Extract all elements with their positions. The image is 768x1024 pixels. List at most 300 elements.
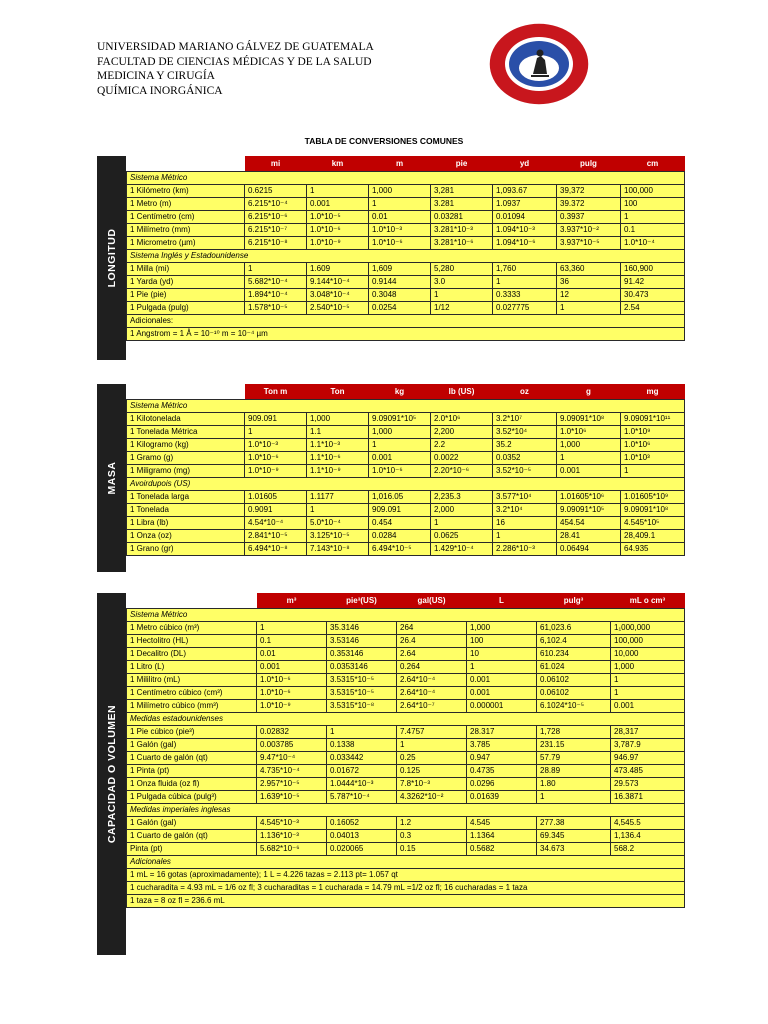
value-cell: 160,900 xyxy=(621,263,685,276)
table-row xyxy=(127,302,685,315)
value-cell: 1,016.05 xyxy=(369,491,431,504)
unit-label-cell: 1 Miligramo (mg) xyxy=(127,465,245,478)
value-cell: 3.2*10⁷ xyxy=(493,413,557,426)
unit-label-cell: 1 Cuarto de galón (qt) xyxy=(127,830,257,843)
value-cell: 1.0*10⁻⁶ xyxy=(245,452,307,465)
value-cell: 6.215*10⁻⁸ xyxy=(245,237,307,250)
value-cell: 3.937*10⁻⁵ xyxy=(557,237,621,250)
value-cell: 0.06102 xyxy=(537,687,611,700)
value-cell: 1 xyxy=(537,791,611,804)
value-cell: 1.01605*10⁹ xyxy=(621,491,685,504)
value-cell: 1,000 xyxy=(307,413,369,426)
value-cell: 1 xyxy=(369,198,431,211)
subsection-row xyxy=(127,713,685,726)
unit-label-cell: 1 Gramo (g) xyxy=(127,452,245,465)
value-cell: 0.9144 xyxy=(369,276,431,289)
value-cell: 12 xyxy=(557,289,621,302)
value-cell: 2,200 xyxy=(431,426,493,439)
value-cell: 946.97 xyxy=(611,752,685,765)
value-cell: 909.091 xyxy=(369,504,431,517)
unit-label-cell: 1 Centímetro (cm) xyxy=(127,211,245,224)
value-cell: 1.0444*10⁻³ xyxy=(327,778,397,791)
value-cell: 3.577*10⁴ xyxy=(493,491,557,504)
subsection-row xyxy=(127,400,685,413)
column-header: Ton xyxy=(307,384,369,400)
table-row xyxy=(127,237,685,250)
unit-label-cell: 1 Yarda (yd) xyxy=(127,276,245,289)
value-cell: 0.3048 xyxy=(369,289,431,302)
value-cell: 1 xyxy=(493,530,557,543)
table-row xyxy=(127,452,685,465)
value-cell: 1.1*10⁻⁹ xyxy=(307,465,369,478)
value-cell: 26.4 xyxy=(397,635,467,648)
value-cell: 1 xyxy=(327,726,397,739)
table-row xyxy=(127,726,685,739)
value-cell: 2.2 xyxy=(431,439,493,452)
value-cell: 6.494*10⁻⁵ xyxy=(369,543,431,556)
note-cell: 1 cucharadita = 4.93 mL = 1/6 oz fl; 3 cucharaditas = 1 cucharada = 14.79 mL =1/2 oz fl; 16 cucharadas = 1 taza xyxy=(127,882,685,895)
value-cell: 61,023.6 xyxy=(537,622,611,635)
value-cell: 1.894*10⁻⁴ xyxy=(245,289,307,302)
column-header: Ton m xyxy=(245,384,307,400)
unit-label-cell: 1 Cuarto de galón (qt) xyxy=(127,752,257,765)
value-cell: 4.54*10⁻⁴ xyxy=(245,517,307,530)
table-row xyxy=(127,491,685,504)
value-cell: 4.735*10⁻⁴ xyxy=(257,765,327,778)
table-row xyxy=(127,765,685,778)
value-cell: 9.09091*10⁵ xyxy=(369,413,431,426)
header-blank-cell xyxy=(127,593,257,609)
table-row xyxy=(127,211,685,224)
value-cell: 6.215*10⁻⁷ xyxy=(245,224,307,237)
table-row xyxy=(127,622,685,635)
value-cell: 2.286*10⁻³ xyxy=(493,543,557,556)
column-header: cm xyxy=(621,156,685,172)
value-cell: 4.545*10⁻³ xyxy=(257,817,327,830)
table-row xyxy=(127,895,685,908)
table-row xyxy=(127,869,685,882)
table-row xyxy=(127,413,685,426)
masa-section xyxy=(97,384,684,572)
value-cell: 1.1 xyxy=(307,426,369,439)
value-cell: 1.136*10⁻³ xyxy=(257,830,327,843)
unit-label-cell: 1 Pie cúbico (pie³) xyxy=(127,726,257,739)
header-line-career: MEDICINA Y CIRUGÍA xyxy=(97,70,215,82)
value-cell: 0.15 xyxy=(397,843,467,856)
value-cell: 2.64*10⁻⁴ xyxy=(397,674,467,687)
value-cell: 0.5682 xyxy=(467,843,537,856)
value-cell: 0.01094 xyxy=(493,211,557,224)
value-cell: 3.2*10⁴ xyxy=(493,504,557,517)
value-cell: 1.0*10⁻⁶ xyxy=(369,237,431,250)
value-cell: 1 xyxy=(621,465,685,478)
subsection-label: Medidas imperiales inglesas xyxy=(127,804,685,817)
value-cell: 1.1177 xyxy=(307,491,369,504)
value-cell: 7.4757 xyxy=(397,726,467,739)
value-cell: 1 xyxy=(493,276,557,289)
institution-header xyxy=(97,40,374,98)
unit-label-cell: 1 Metro cúbico (m³) xyxy=(127,622,257,635)
value-cell: 9.144*10⁻⁴ xyxy=(307,276,369,289)
value-cell: 1 xyxy=(307,185,369,198)
value-cell: 1.1*10⁻³ xyxy=(307,439,369,452)
table-row xyxy=(127,198,685,211)
value-cell: 1.0*10⁻⁶ xyxy=(307,224,369,237)
value-cell: 1.80 xyxy=(537,778,611,791)
value-cell: 3.52*10⁴ xyxy=(493,426,557,439)
value-cell: 28.317 xyxy=(467,726,537,739)
value-cell: 0.033442 xyxy=(327,752,397,765)
value-cell: 1.0*10⁻⁴ xyxy=(621,237,685,250)
note-cell: 1 mL = 16 gotas (aproximadamente); 1 L = 4.226 tazas = 2.113 pt= 1.057 qt xyxy=(127,869,685,882)
value-cell: 5,280 xyxy=(431,263,493,276)
value-cell: 1 xyxy=(611,674,685,687)
unit-label-cell: 1 Pulgada cúbica (pulg³) xyxy=(127,791,257,804)
value-cell: 2.64*10⁻⁷ xyxy=(397,700,467,713)
value-cell: 1.0*10⁻⁶ xyxy=(257,687,327,700)
value-cell: 10 xyxy=(467,648,537,661)
value-cell: 9.47*10⁻⁴ xyxy=(257,752,327,765)
value-cell: 4.545*10⁵ xyxy=(621,517,685,530)
table-row xyxy=(127,791,685,804)
unit-label-cell: Pinta (pt) xyxy=(127,843,257,856)
value-cell: 1 xyxy=(557,452,621,465)
value-cell: 3.5315*10⁻⁵ xyxy=(327,674,397,687)
value-cell: 568.2 xyxy=(611,843,685,856)
value-cell: 1.0*10⁹ xyxy=(621,426,685,439)
table-row xyxy=(127,661,685,674)
value-cell: 9.09091*10⁸ xyxy=(557,413,621,426)
table-header-row xyxy=(127,384,685,400)
value-cell: 1 xyxy=(369,439,431,452)
value-cell: 1 xyxy=(431,517,493,530)
value-cell: 100,000 xyxy=(611,635,685,648)
table-row xyxy=(127,739,685,752)
value-cell: 0.003785 xyxy=(257,739,327,752)
table-row xyxy=(127,276,685,289)
note-cell: 1 Angstrom = 1 Å = 10⁻¹⁰ m = 10⁻⁴ µm xyxy=(127,328,685,341)
value-cell: 16 xyxy=(493,517,557,530)
value-cell: 28.41 xyxy=(557,530,621,543)
value-cell: 1.2 xyxy=(397,817,467,830)
value-cell: 64.935 xyxy=(621,543,685,556)
value-cell: 4.3262*10⁻² xyxy=(397,791,467,804)
capacidad-table xyxy=(126,593,685,908)
header-line-course: QUÍMICA INORGÁNICA xyxy=(97,84,223,97)
value-cell: 1 xyxy=(397,739,467,752)
value-cell: 36 xyxy=(557,276,621,289)
value-cell: 0.3333 xyxy=(493,289,557,302)
column-header: oz xyxy=(493,384,557,400)
value-cell: 1₁000,000 xyxy=(611,622,685,635)
table-row xyxy=(127,224,685,237)
value-cell: 1.0*10⁻³ xyxy=(245,439,307,452)
value-cell: 0.0353146 xyxy=(327,661,397,674)
value-cell: 1/12 xyxy=(431,302,493,315)
table-row xyxy=(127,687,685,700)
value-cell: 264 xyxy=(397,622,467,635)
value-cell: 1,000 xyxy=(557,439,621,452)
value-cell: 16.3871 xyxy=(611,791,685,804)
value-cell: 2,000 xyxy=(431,504,493,517)
value-cell: 5.787*10⁻⁴ xyxy=(327,791,397,804)
table-row xyxy=(127,843,685,856)
value-cell: 28,317 xyxy=(611,726,685,739)
value-cell: 1,136.4 xyxy=(611,830,685,843)
value-cell: 3.281 xyxy=(431,198,493,211)
value-cell: 0.6215 xyxy=(245,185,307,198)
value-cell: 3.048*10⁻⁴ xyxy=(307,289,369,302)
value-cell: 7.143*10⁻⁸ xyxy=(307,543,369,556)
value-cell: 28,409.1 xyxy=(621,530,685,543)
value-cell: 0.0296 xyxy=(467,778,537,791)
column-header: km xyxy=(307,156,369,172)
header-line-university: UNIVERSIDAD MARIANO GÁLVEZ DE GUATEMALA xyxy=(97,41,374,53)
column-header: pie xyxy=(431,156,493,172)
value-cell: 0.001 xyxy=(257,661,327,674)
value-cell: 0.0352 xyxy=(493,452,557,465)
unit-label-cell: 1 Galón (gal) xyxy=(127,739,257,752)
value-cell: 1,760 xyxy=(493,263,557,276)
capacidad-side-label: CAPACIDAD O VOLUMEN xyxy=(97,593,126,955)
table-row xyxy=(127,263,685,276)
value-cell: 39.372 xyxy=(557,198,621,211)
value-cell: 1.0*10⁻⁹ xyxy=(257,700,327,713)
value-cell: 3.937*10⁻² xyxy=(557,224,621,237)
column-header: gal(US) xyxy=(397,593,467,609)
note-cell: 1 taza = 8 oz fl = 236.6 mL xyxy=(127,895,685,908)
value-cell: 100 xyxy=(621,198,685,211)
value-cell: 2.64 xyxy=(397,648,467,661)
value-cell: 1.1364 xyxy=(467,830,537,843)
table-row xyxy=(127,289,685,302)
value-cell: 0.03281 xyxy=(431,211,493,224)
value-cell: 1.0*10⁻⁹ xyxy=(245,465,307,478)
column-header: mg xyxy=(621,384,685,400)
value-cell: 0.04013 xyxy=(327,830,397,843)
unit-label-cell: 1 Milímetro cúbico (mm³) xyxy=(127,700,257,713)
value-cell: 1.0*10⁻⁵ xyxy=(307,211,369,224)
subsection-label: Adicionales xyxy=(127,856,685,869)
table-row xyxy=(127,752,685,765)
value-cell: 1 xyxy=(245,263,307,276)
unit-label-cell: 1 Onza fluida (oz fl) xyxy=(127,778,257,791)
unit-label-cell: 1 Mililitro (mL) xyxy=(127,674,257,687)
value-cell: 1 xyxy=(431,289,493,302)
value-cell: 0.3937 xyxy=(557,211,621,224)
value-cell: 1.0*10⁻⁶ xyxy=(369,465,431,478)
value-cell: 1.1*10⁻⁶ xyxy=(307,452,369,465)
value-cell: 91.42 xyxy=(621,276,685,289)
header-line-faculty: FACULTAD DE CIENCIAS MÉDICAS Y DE LA SALUD xyxy=(97,55,372,68)
column-header: lb (US) xyxy=(431,384,493,400)
value-cell: 0.3 xyxy=(397,830,467,843)
unit-label-cell: 1 Tonelada larga xyxy=(127,491,245,504)
value-cell: 5.682*10⁻⁶ xyxy=(257,843,327,856)
value-cell: 6.494*10⁻⁸ xyxy=(245,543,307,556)
unit-label-cell: 1 Litro (L) xyxy=(127,661,257,674)
subsection-label: Sistema Métrico xyxy=(127,400,685,413)
value-cell: 30.473 xyxy=(621,289,685,302)
value-cell: 6,102.4 xyxy=(537,635,611,648)
value-cell: 1,000 xyxy=(611,661,685,674)
unit-label-cell: 1 Pinta (pt) xyxy=(127,765,257,778)
subsection-row xyxy=(127,172,685,185)
unit-label-cell: 1 Metro (m) xyxy=(127,198,245,211)
value-cell: 100,000 xyxy=(621,185,685,198)
value-cell: 4,545.5 xyxy=(611,817,685,830)
table-row xyxy=(127,465,685,478)
value-cell: 3,787.9 xyxy=(611,739,685,752)
capacidad-section xyxy=(97,593,684,955)
value-cell: 0.4735 xyxy=(467,765,537,778)
value-cell: 1,000 xyxy=(467,622,537,635)
column-header: pie³(US) xyxy=(327,593,397,609)
value-cell: 3.5315*10⁻⁸ xyxy=(327,700,397,713)
value-cell: 0.001 xyxy=(557,465,621,478)
value-cell: 3.281*10⁻³ xyxy=(431,224,493,237)
value-cell: 1.01605*10⁶ xyxy=(557,491,621,504)
note-cell: Adicionales: xyxy=(127,315,685,328)
subsection-row xyxy=(127,804,685,817)
value-cell: 2.64*10⁻⁴ xyxy=(397,687,467,700)
value-cell: 1 xyxy=(257,622,327,635)
value-cell: 1 xyxy=(621,211,685,224)
value-cell: 0.1 xyxy=(621,224,685,237)
value-cell: 1.639*10⁻⁵ xyxy=(257,791,327,804)
subsection-label: Sistema Métrico xyxy=(127,172,685,185)
unit-label-cell: 1 Kilómetro (km) xyxy=(127,185,245,198)
value-cell: 0.0254 xyxy=(369,302,431,315)
subsection-row xyxy=(127,856,685,869)
table-header-row xyxy=(127,593,685,609)
masa-side-label: MASA xyxy=(97,384,126,572)
value-cell: 0.01 xyxy=(369,211,431,224)
value-cell: 0.001 xyxy=(611,700,685,713)
value-cell: 2.540*10⁻⁵ xyxy=(307,302,369,315)
longitud-section xyxy=(97,156,684,360)
unit-label-cell: 1 Decalitro (DL) xyxy=(127,648,257,661)
value-cell: 0.0625 xyxy=(431,530,493,543)
value-cell: 0.02832 xyxy=(257,726,327,739)
value-cell: 0.06494 xyxy=(557,543,621,556)
value-cell: 1 xyxy=(307,504,369,517)
value-cell: 35.3146 xyxy=(327,622,397,635)
value-cell: 0.001 xyxy=(369,452,431,465)
value-cell: 3.53146 xyxy=(327,635,397,648)
unit-label-cell: 1 Micrometro (µm) xyxy=(127,237,245,250)
longitud-side-label: LONGITUD xyxy=(97,156,126,360)
value-cell: 6.1024*10⁻⁵ xyxy=(537,700,611,713)
value-cell: 0.264 xyxy=(397,661,467,674)
unit-label-cell: 1 Milla (mi) xyxy=(127,263,245,276)
document-title: TABLA DE CONVERSIONES COMUNES xyxy=(304,136,464,146)
table-row xyxy=(127,778,685,791)
column-header: m³ xyxy=(257,593,327,609)
value-cell: 1.429*10⁻⁴ xyxy=(431,543,493,556)
value-cell: 0.0284 xyxy=(369,530,431,543)
value-cell: 5.682*10⁻⁴ xyxy=(245,276,307,289)
subsection-row xyxy=(127,478,685,491)
value-cell: 1.0*10⁶ xyxy=(621,439,685,452)
value-cell: 3.0 xyxy=(431,276,493,289)
value-cell: 1 xyxy=(467,661,537,674)
unit-label-cell: 1 Libra (lb) xyxy=(127,517,245,530)
column-header: mL o cm³ xyxy=(611,593,685,609)
value-cell: 39,372 xyxy=(557,185,621,198)
column-header: yd xyxy=(493,156,557,172)
longitud-table xyxy=(126,156,685,341)
value-cell: 3.5315*10⁻⁵ xyxy=(327,687,397,700)
value-cell: 1.578*10⁻⁵ xyxy=(245,302,307,315)
unit-label-cell: 1 Kilogramo (kg) xyxy=(127,439,245,452)
unit-label-cell: 1 Galón (gal) xyxy=(127,817,257,830)
value-cell: 0.001 xyxy=(467,687,537,700)
subsection-label: Medidas estadounidenses xyxy=(127,713,685,726)
value-cell: 1.0*10³ xyxy=(621,452,685,465)
table-header-row xyxy=(127,156,685,172)
subsection-label: Sistema Métrico xyxy=(127,609,685,622)
value-cell: 0.06102 xyxy=(537,674,611,687)
column-header: L xyxy=(467,593,537,609)
value-cell: 0.947 xyxy=(467,752,537,765)
value-cell: 2.957*10⁻⁵ xyxy=(257,778,327,791)
column-header: mi xyxy=(245,156,307,172)
column-header: kg xyxy=(369,384,431,400)
unit-label-cell: 1 Onza (oz) xyxy=(127,530,245,543)
table-row xyxy=(127,700,685,713)
value-cell: 0.454 xyxy=(369,517,431,530)
value-cell: 3.785 xyxy=(467,739,537,752)
value-cell: 3.52*10⁻⁵ xyxy=(493,465,557,478)
value-cell: 0.001 xyxy=(467,674,537,687)
unit-label-cell: 1 Milímetro (mm) xyxy=(127,224,245,237)
value-cell: 2.841*10⁻⁵ xyxy=(245,530,307,543)
table-row xyxy=(127,504,685,517)
table-row xyxy=(127,185,685,198)
table-row xyxy=(127,328,685,341)
value-cell: 7.8*10⁻³ xyxy=(397,778,467,791)
column-header: pulg³ xyxy=(537,593,611,609)
value-cell: 29.573 xyxy=(611,778,685,791)
table-row xyxy=(127,517,685,530)
value-cell: 1.0*10⁻⁶ xyxy=(257,674,327,687)
value-cell: 9.09091*10¹¹ xyxy=(621,413,685,426)
value-cell: 0.25 xyxy=(397,752,467,765)
value-cell: 0.1 xyxy=(257,635,327,648)
value-cell: 4.545 xyxy=(467,817,537,830)
value-cell: 1.094*10⁻³ xyxy=(493,224,557,237)
value-cell: 1.0*10⁻⁹ xyxy=(307,237,369,250)
value-cell: 1.01605 xyxy=(245,491,307,504)
value-cell: 10,000 xyxy=(611,648,685,661)
value-cell: 1 xyxy=(245,426,307,439)
column-header: g xyxy=(557,384,621,400)
value-cell: 1,093.67 xyxy=(493,185,557,198)
unit-label-cell: 1 Pulgada (pulg) xyxy=(127,302,245,315)
value-cell: 28.89 xyxy=(537,765,611,778)
table-row xyxy=(127,635,685,648)
value-cell: 0.001 xyxy=(307,198,369,211)
value-cell: 1.0*10⁻³ xyxy=(369,224,431,237)
column-header: m xyxy=(369,156,431,172)
table-row xyxy=(127,882,685,895)
value-cell: 100 xyxy=(467,635,537,648)
subsection-row xyxy=(127,609,685,622)
value-cell: 3.125*10⁻⁵ xyxy=(307,530,369,543)
subsection-label: Avoirdupois (US) xyxy=(127,478,685,491)
value-cell: 0.16052 xyxy=(327,817,397,830)
